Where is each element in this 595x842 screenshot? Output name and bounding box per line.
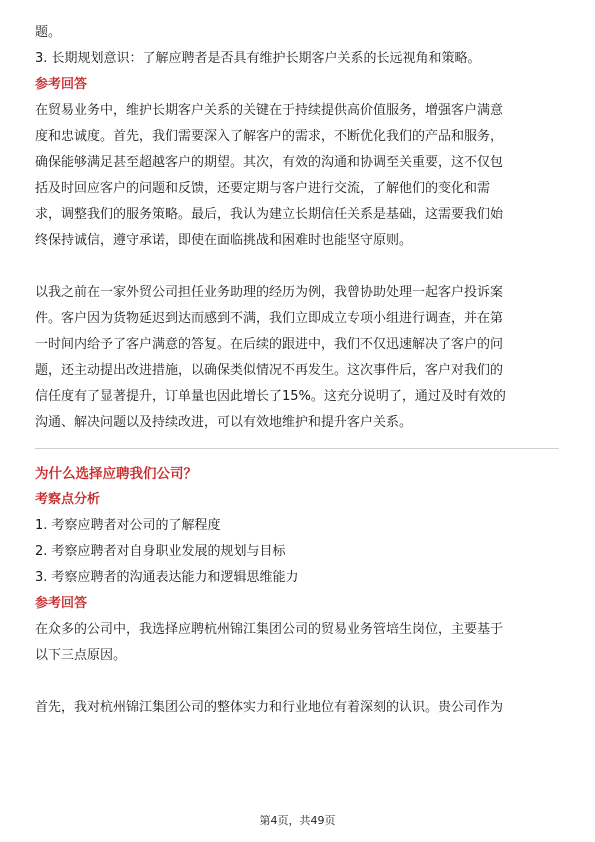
analysis-item-1: 1. 考察应聘者对公司的了解程度 [35, 518, 221, 533]
page-content [35, 0, 559, 721]
answer-paragraph-4 [35, 695, 559, 721]
text-continuation: 题。 [35, 25, 62, 40]
answer-line: 件。客户因为货物延迟到达而感到不满，我们立即成立专项小组进行调查，并在第 [35, 311, 504, 326]
answer-line: 括及时回应客户的问题和反馈，还要定期与客户进行交流，了解他们的变化和需 [35, 181, 491, 196]
answer-line: 沟通、解决问题以及持续改进，可以有效地维护和提升客户关系。 [35, 415, 413, 430]
answer-line: 以我之前在一家外贸公司担任业务助理的经历为例，我曾协助处理一起客户投诉案 [35, 285, 504, 300]
answer-line: 终保持诚信，遵守承诺，即使在面临挑战和困难时也能坚守原则。 [35, 233, 413, 248]
answer-line: 在众多的公司中，我选择应聘杭州锦江集团公司的贸易业务管培生岗位，主要基于 [35, 622, 504, 637]
reference-answer-label: 参考回答 [35, 596, 88, 611]
analysis-item-2: 2. 考察应聘者对自身职业发展的规划与目标 [35, 544, 286, 559]
assessment-point-3: 3. 长期规划意识：了解应聘者是否具有维护长期客户关系的长远视角和策略。 [35, 51, 481, 66]
answer-paragraph-1 [35, 98, 559, 254]
answer-line: 信任度有了显著提升，订单量也因此增长了15%。这充分说明了，通过及时有效的 [35, 389, 506, 404]
answer-line: 题，还主动提出改进措施，以确保类似情况不再发生。这次事件后，客户对我们的 [35, 363, 504, 378]
analysis-item-3: 3. 考察应聘者的沟通表达能力和逻辑思维能力 [35, 570, 299, 585]
answer-line: 度和忠诚度。首先，我们需要深入了解客户的需求，不断优化我们的产品和服务， [35, 129, 504, 144]
question-title: 为什么选择应聘我们公司？ [35, 466, 197, 482]
answer-line: 求，调整我们的服务策略。最后，我认为建立长期信任关系是基础，这需要我们始 [35, 207, 504, 222]
answer-paragraph-3 [35, 617, 559, 669]
answer-paragraph-2 [35, 280, 559, 436]
answer-line: 首先，我对杭州锦江集团公司的整体实力和行业地位有着深刻的认识。贵公司作为 [35, 700, 504, 715]
reference-answer-label: 参考回答 [35, 77, 88, 92]
page-number: 第4页，共49页 [259, 814, 336, 827]
analysis-label: 考察点分析 [35, 492, 101, 507]
answer-line: 以下三点原因。 [35, 648, 127, 663]
answer-line: 在贸易业务中，维护长期客户关系的关键在于持续提供高价值服务，增强客户满意 [35, 103, 504, 118]
answer-line: 确保能够满足甚至超越客户的期望。其次，有效的沟通和协调至关重要，这不仅包 [35, 155, 504, 170]
section-divider [35, 448, 559, 449]
answer-line: 一时间内给予了客户满意的答复。在后续的跟进中，我们不仅迅速解决了客户的问 [35, 337, 504, 352]
